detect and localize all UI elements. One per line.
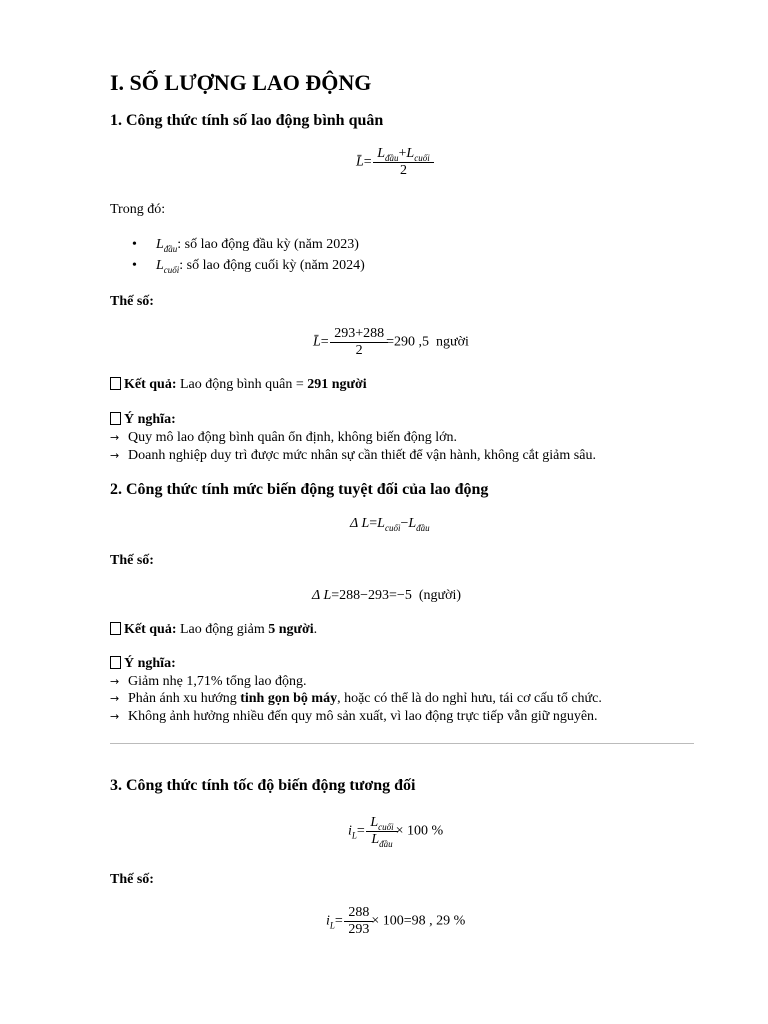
formula-term: L	[371, 832, 380, 847]
meaning-item	[110, 673, 306, 691]
result-text: Lao động giảm	[176, 622, 269, 637]
formula-numerator: 288	[348, 905, 370, 920]
formula-subscript: L	[351, 830, 357, 841]
formula-lhs: L̄	[313, 334, 321, 350]
formula-tail: × 100 %	[395, 823, 444, 839]
formula-fraction	[346, 905, 371, 938]
section-2-title: 2. Công thức tính mức biến động tuyệt đối của lao động	[110, 481, 489, 498]
variable-symbol: L	[156, 258, 164, 273]
formula-numerator: 293+288	[334, 326, 385, 341]
formula-subscript: cuối	[414, 153, 430, 163]
formula-expression: =288−293=−5	[331, 588, 412, 603]
meaning-item	[110, 690, 602, 708]
result-label: Kết quả:	[124, 377, 177, 392]
formula-eq: =	[334, 913, 343, 929]
arrow-right-icon: →	[110, 692, 120, 705]
meaning-text: Không ảnh hưởng nhiều đến quy mô sản xuất, vì lao động trực tiếp vẫn giữ nguyên.	[128, 709, 598, 724]
formula-eq: =	[363, 154, 372, 170]
formula-term: L	[377, 516, 385, 531]
formula-lhs: L̄	[356, 154, 364, 170]
formula-lhs: i	[348, 823, 352, 839]
meaning-text: Phản ánh xu hướng	[128, 691, 241, 706]
result-label: Kết quả:	[124, 622, 177, 637]
meaning-label-line	[110, 412, 176, 428]
list-item	[110, 234, 365, 255]
formula-fraction	[368, 815, 395, 848]
formula-denominator: 293	[344, 921, 373, 938]
section-divider	[110, 743, 694, 744]
arrow-right-icon: →	[110, 710, 120, 723]
formula-subscript: cuối	[378, 822, 394, 832]
formula-eq: =	[369, 516, 378, 531]
section-3-title: 3. Công thức tính tốc độ biến động tương đối	[110, 777, 416, 794]
result-line	[110, 377, 367, 393]
result-line	[110, 622, 317, 638]
average-labor-substitution	[313, 326, 469, 359]
meaning-text-tail: , hoặc có thể là do nghỉ hưu, tái cơ cấu tổ chức.	[337, 691, 602, 706]
meaning-text: Quy mô lao động bình quân ổn định, không biến động lớn.	[128, 430, 457, 445]
formula-subscript: cuối	[384, 523, 401, 533]
formula-tail: × 100=98 , 29 %	[371, 913, 466, 929]
page-title: I. SỐ LƯỢNG LAO ĐỘNG	[110, 70, 372, 95]
variable-description: : số lao động đầu kỳ (năm 2023)	[177, 237, 359, 252]
formula-subscript: L	[329, 920, 335, 931]
arrow-right-icon: →	[110, 431, 120, 444]
formula-subscript: đầu	[385, 153, 399, 163]
formula-operator: +	[398, 146, 407, 161]
formula-term: L	[408, 516, 417, 531]
variable-subscript: đầu	[163, 244, 178, 254]
substitution-label: Thế số:	[110, 553, 154, 568]
meaning-text: Giảm nhẹ 1,71% tổng lao động.	[128, 674, 307, 689]
formula-fraction	[375, 146, 432, 179]
formula-term: L	[406, 146, 415, 161]
meaning-label-line	[110, 656, 176, 672]
variable-list	[110, 234, 365, 276]
substitution-label: Thế số:	[110, 294, 154, 309]
variable-subscript: cuối	[163, 265, 180, 275]
formula-eq: =	[320, 334, 329, 350]
variable-symbol: L	[156, 237, 164, 252]
average-labor-formula	[356, 146, 432, 179]
meaning-label: Ý nghĩa:	[124, 656, 176, 671]
formula-denominator: 2	[373, 162, 434, 179]
meaning-item	[110, 447, 596, 465]
absolute-change-formula	[350, 516, 430, 532]
section-1-title: 1. Công thức tính số lao động bình quân	[110, 112, 384, 129]
absolute-change-substitution	[312, 588, 461, 604]
formula-unit: (người)	[418, 588, 462, 603]
result-value: 291 người	[307, 377, 367, 392]
formula-eq: =	[356, 823, 365, 839]
variable-description: : số lao động cuối kỳ (năm 2024)	[179, 258, 365, 273]
formula-lhs: Δ L	[350, 516, 370, 531]
checkbox-icon	[110, 656, 121, 669]
formula-lhs: Δ L	[312, 588, 332, 603]
formula-term: L	[370, 815, 379, 830]
meaning-item	[110, 429, 457, 447]
formula-fraction	[332, 326, 386, 359]
result-value: 5 người	[268, 622, 314, 637]
meaning-emphasis: tinh gọn bộ máy	[240, 691, 338, 706]
where-label: Trong đó:	[110, 202, 166, 217]
formula-subscript: đầu	[379, 839, 393, 849]
substitution-label: Thế số:	[110, 872, 154, 887]
meaning-label: Ý nghĩa:	[124, 412, 176, 427]
checkbox-icon	[110, 622, 121, 635]
arrow-right-icon: →	[110, 675, 120, 688]
formula-operator: −	[400, 516, 409, 531]
result-text: Lao động bình quân =	[176, 377, 308, 392]
arrow-right-icon: →	[110, 449, 120, 462]
formula-lhs: i	[326, 913, 330, 929]
formula-denominator: 2	[330, 342, 388, 359]
meaning-text: Doanh nghiệp duy trì được mức nhân sự cần thiết để vận hành, không cắt giảm sâu.	[128, 448, 596, 463]
result-end: .	[313, 622, 318, 637]
formula-term: L	[377, 146, 385, 161]
relative-change-formula	[348, 815, 443, 848]
formula-unit: người	[436, 334, 469, 350]
formula-result: =290 ,5	[386, 334, 430, 350]
relative-change-substitution	[326, 905, 465, 938]
checkbox-icon	[110, 412, 121, 425]
meaning-item	[110, 708, 598, 726]
formula-subscript: đầu	[416, 523, 430, 533]
list-item	[110, 255, 365, 276]
checkbox-icon	[110, 377, 121, 390]
